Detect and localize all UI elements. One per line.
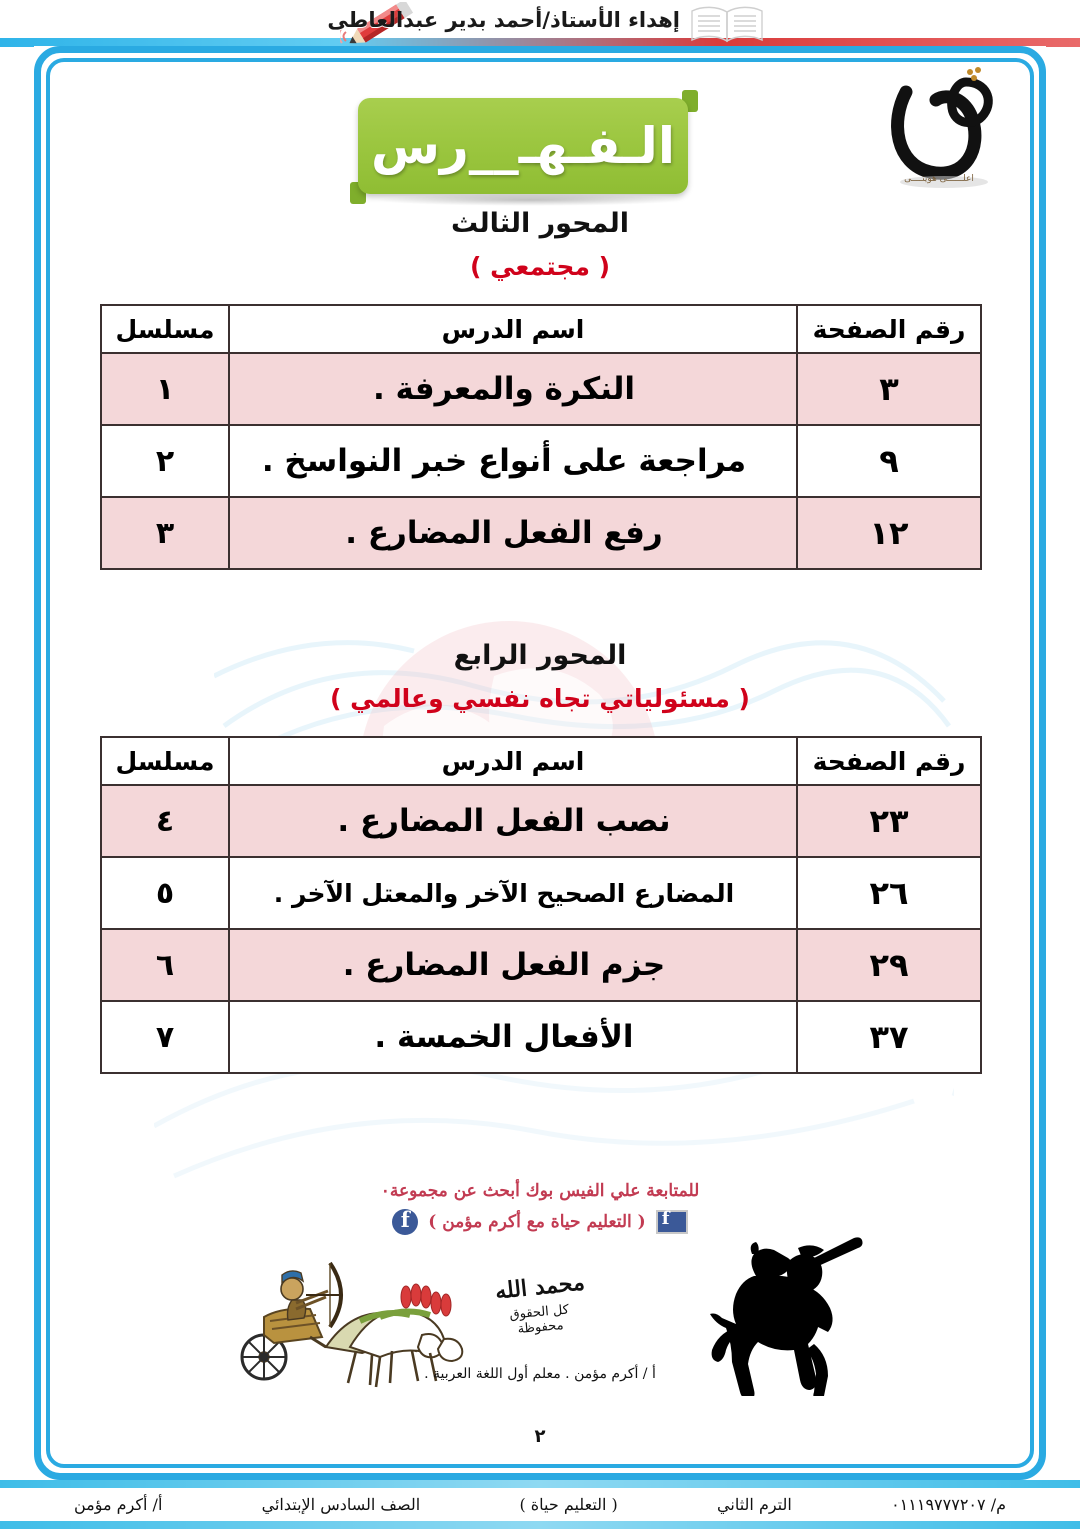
open-book-icon — [686, 2, 768, 46]
cell-lesson: جزم الفعل المضارع . — [229, 929, 797, 1001]
axis-title-fourth: المحور الرابع — [453, 640, 627, 671]
table-row — [101, 785, 981, 857]
axis-subtitle-third: ( مجتمعي ) — [469, 252, 611, 281]
calligraphy-muhammad: محمد الله — [493, 1269, 587, 1305]
facebook-follow-line1: للمتابعة علي الفيس بوك أبحث عن مجموعة٠ — [380, 1181, 700, 1201]
cell-lesson: رفع الفعل المضارع . — [229, 497, 797, 569]
calligraphy-block — [34, 1269, 1046, 1337]
cell-lesson: نصب الفعل المضارع . — [229, 785, 797, 857]
dedication-text: إهداء الأستاذ/أحمد بدير عبدالعاطى — [327, 8, 680, 32]
cell-serial: ٣ — [101, 497, 229, 569]
table-row — [101, 857, 981, 929]
cell-page: ٢٦ — [797, 857, 981, 929]
page-footer — [0, 1488, 1080, 1521]
rights-line2: محفوظة — [517, 1317, 565, 1337]
banner-shadow — [374, 194, 684, 206]
facebook-badge-icon[interactable] — [656, 1210, 688, 1234]
facebook-icon[interactable] — [392, 1209, 418, 1235]
cell-page: ٢٣ — [797, 785, 981, 857]
cell-page: ٣ — [797, 353, 981, 425]
cell-page: ٣٧ — [797, 1001, 981, 1073]
axis-title-third: المحور الثالث — [450, 208, 630, 239]
table-header-row — [101, 737, 981, 785]
cell-serial: ٦ — [101, 929, 229, 1001]
table-row — [101, 497, 981, 569]
lesson-table-third-axis — [100, 304, 982, 570]
cell-serial: ٧ — [101, 1001, 229, 1073]
table-row — [101, 1001, 981, 1073]
table-header-row — [101, 305, 981, 353]
table-row — [101, 425, 981, 497]
column-header-serial: مسلسل — [101, 305, 229, 353]
lesson-table-fourth-axis — [100, 736, 982, 1074]
author-signature: أ / أكرم مؤمن . معلم أول اللغة العربية . — [424, 1366, 656, 1382]
cell-serial: ١ — [101, 353, 229, 425]
footer-bar-bottom — [0, 1521, 1080, 1529]
footer-term: الترم الثاني — [717, 1495, 792, 1514]
axis-subtitle-fourth: ( مسئولياتي تجاه نفسي وعالمي ) — [330, 684, 750, 713]
column-header-lesson: اسم الدرس — [229, 305, 797, 353]
page-number: ٢ — [534, 1426, 546, 1447]
brand-logo-caption: اعلــــــى هويتــــى — [904, 174, 974, 184]
cell-page: ٩ — [797, 425, 981, 497]
facebook-follow-block — [34, 1181, 1046, 1235]
table-row — [101, 353, 981, 425]
column-header-serial: مسلسل — [101, 737, 229, 785]
footer-grade: الصف السادس الإبتدائي — [261, 1495, 421, 1514]
cell-serial: ٥ — [101, 857, 229, 929]
facebook-follow-line2-row — [34, 1209, 1046, 1235]
page-content — [34, 46, 1046, 1480]
title-banner — [358, 98, 688, 194]
column-header-page: رقم الصفحة — [797, 737, 981, 785]
rights-line1: كل الحقوق — [508, 1302, 570, 1323]
top-ribbon — [0, 0, 1080, 48]
facebook-group-name: ( التعليم حياة مع أكرم مؤمن ) — [428, 1212, 646, 1232]
footer-slogan: ( التعليم حياة ) — [519, 1495, 618, 1514]
cell-lesson: المضارع الصحيح الآخر والمعتل الآخر . — [229, 857, 797, 929]
footer-bar-top — [0, 1480, 1080, 1488]
table-row — [101, 929, 981, 1001]
cell-lesson: مراجعة على أنواع خبر النواسخ . — [229, 425, 797, 497]
column-header-page: رقم الصفحة — [797, 305, 981, 353]
footer-teacher: أ/ أكرم مؤمن — [74, 1495, 163, 1514]
cell-page: ٢٩ — [797, 929, 981, 1001]
cell-serial: ٢ — [101, 425, 229, 497]
column-header-lesson: اسم الدرس — [229, 737, 797, 785]
title-banner-wrapper — [350, 90, 696, 194]
page-title: الـفـهـ__رس — [371, 117, 675, 175]
cell-page: ١٢ — [797, 497, 981, 569]
cell-lesson: النكرة والمعرفة . — [229, 353, 797, 425]
cell-lesson: الأفعال الخمسة . — [229, 1001, 797, 1073]
cell-serial: ٤ — [101, 785, 229, 857]
footer-phone: م/ ٠١١١٩٧٧٧٢٠٧ — [891, 1495, 1006, 1514]
